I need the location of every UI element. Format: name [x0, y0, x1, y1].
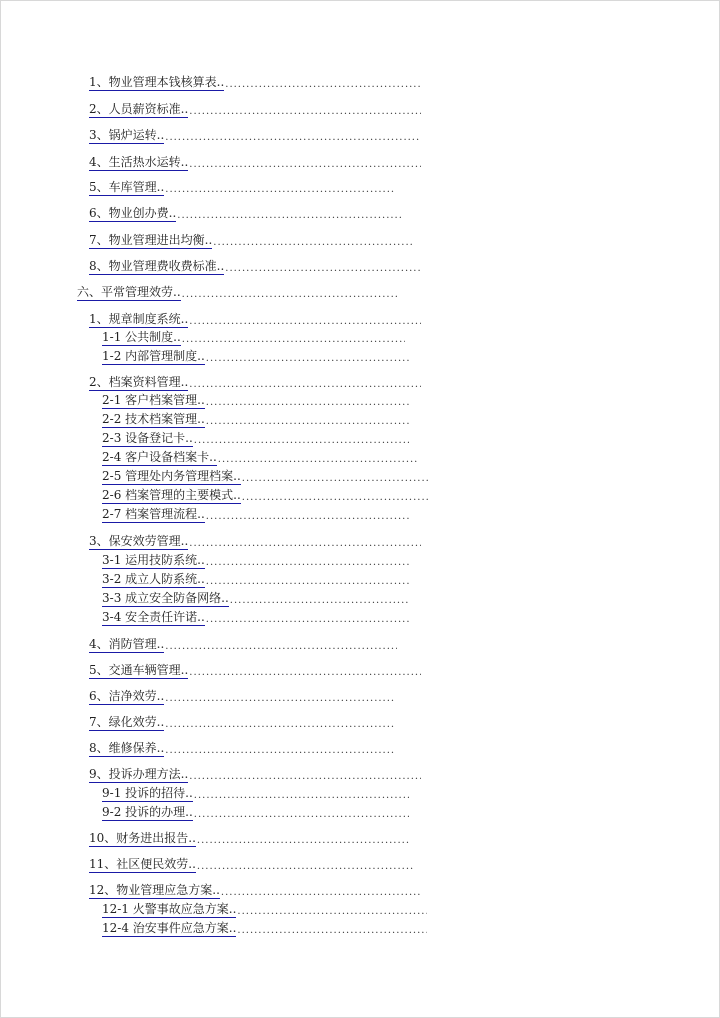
toc-entry[interactable] — [89, 883, 421, 899]
toc-entry[interactable] — [102, 349, 409, 365]
toc-entry-link[interactable]: 3、保安效劳管理.. — [89, 534, 189, 548]
toc-entry-link[interactable]: 7、绿化效劳.. — [89, 715, 165, 729]
toc-leader-dots — [206, 557, 409, 569]
toc-entry-link[interactable]: 2-2 技术档案管理.. — [102, 412, 205, 426]
toc-entry-link[interactable]: 1-1 公共制度.. — [102, 330, 181, 344]
toc-entry-link[interactable]: 2-7 档案管理流程.. — [102, 507, 205, 521]
toc-leader-dots — [165, 184, 396, 196]
toc-leader-dots — [189, 106, 421, 118]
toc-entry[interactable] — [89, 534, 421, 550]
toc-leader-dots — [165, 132, 421, 144]
toc-entry-link[interactable]: 1、物业管理本钱核算表.. — [89, 75, 225, 89]
toc-leader-dots — [189, 316, 421, 328]
toc-entry[interactable] — [89, 259, 421, 275]
toc-entry[interactable] — [89, 206, 403, 222]
toc-entry-link[interactable]: 3-1 运用技防系统.. — [102, 553, 205, 567]
toc-entry-link[interactable]: 6、洁净效劳.. — [89, 689, 165, 703]
toc-entry-link[interactable]: 5、车库管理.. — [89, 180, 165, 194]
toc-entry[interactable] — [89, 689, 396, 705]
toc-leader-dots — [230, 595, 409, 607]
toc-entry-link[interactable]: 2-3 设备登记卡.. — [102, 431, 193, 445]
toc-entry[interactable] — [89, 375, 421, 391]
toc-leader-dots — [197, 861, 413, 873]
toc-entry-link[interactable]: 六、平常管理效劳.. — [77, 285, 181, 299]
toc-leader-dots — [189, 379, 421, 391]
toc-entry-link[interactable]: 11、社区便民效劳.. — [89, 857, 196, 871]
toc-leader-dots — [237, 906, 427, 918]
toc-entry-link[interactable]: 2、人员薪资标准.. — [89, 102, 189, 116]
toc-entry-link[interactable]: 12、物业管理应急方案.. — [89, 883, 220, 897]
toc-entry[interactable] — [102, 610, 409, 626]
toc-leader-dots — [218, 454, 417, 466]
toc-entry-link[interactable]: 2-5 管理处内务管理档案.. — [102, 469, 241, 483]
toc-entry[interactable] — [102, 805, 409, 821]
toc-leader-dots — [189, 667, 421, 679]
toc-leader-dots — [165, 641, 397, 653]
toc-leader-dots — [206, 416, 409, 428]
toc-entry-link[interactable]: 2、档案资料管理.. — [89, 375, 189, 389]
toc-entry[interactable] — [89, 155, 421, 171]
toc-entry[interactable] — [102, 412, 409, 428]
toc-leader-dots — [194, 790, 409, 802]
toc-leader-dots — [177, 210, 403, 222]
toc-entry-link[interactable]: 8、维修保养.. — [89, 741, 165, 755]
toc-entry-link[interactable]: 9、投诉办理方法.. — [89, 767, 189, 781]
toc-entry-link[interactable]: 12-4 治安事件应急方案.. — [102, 921, 237, 935]
toc-entry[interactable] — [89, 663, 421, 679]
toc-entry[interactable] — [89, 767, 421, 783]
toc-entry-link[interactable]: 5、交通车辆管理.. — [89, 663, 189, 677]
toc-entry-link[interactable]: 10、财务进出报告.. — [89, 831, 196, 845]
toc-entry-link[interactable]: 12-1 火警事故应急方案.. — [102, 902, 237, 916]
toc-leader-dots — [206, 576, 409, 588]
toc-leader-dots — [242, 473, 429, 485]
toc-leader-dots — [242, 492, 429, 504]
toc-entry-link[interactable]: 3-2 成立人防系统.. — [102, 572, 205, 586]
toc-entry[interactable] — [102, 431, 409, 447]
toc-entry-link[interactable]: 6、物业创办费.. — [89, 206, 177, 220]
toc-leader-dots — [206, 614, 409, 626]
toc-entry[interactable] — [89, 102, 421, 118]
toc-leader-dots — [206, 353, 409, 365]
toc-entry[interactable] — [102, 507, 409, 523]
toc-entry[interactable] — [102, 921, 427, 937]
toc-entry[interactable] — [102, 330, 405, 346]
toc-entry-link[interactable]: 4、消防管理.. — [89, 637, 165, 651]
toc-leader-dots — [165, 745, 396, 757]
toc-leader-dots — [221, 887, 421, 899]
toc-leader-dots — [225, 79, 421, 91]
toc-leader-dots — [182, 289, 397, 301]
toc-entry[interactable] — [102, 469, 429, 485]
toc-entry[interactable] — [102, 591, 409, 607]
toc-leader-dots — [194, 435, 409, 447]
toc-entry[interactable] — [89, 128, 421, 144]
toc-entry[interactable] — [89, 180, 396, 196]
toc-entry[interactable] — [89, 857, 413, 873]
toc-entry-link[interactable]: 9-2 投诉的办理.. — [102, 805, 193, 819]
toc-entry[interactable] — [89, 312, 421, 328]
toc-entry[interactable] — [89, 831, 409, 847]
toc-entry-link[interactable]: 3-4 安全责任许诺.. — [102, 610, 205, 624]
toc-leader-dots — [189, 771, 421, 783]
toc-entry[interactable] — [102, 572, 409, 588]
toc-leader-dots — [165, 693, 396, 705]
toc-entry-link[interactable]: 2-4 客户设备档案卡.. — [102, 450, 217, 464]
toc-entry-link[interactable]: 2-6 档案管理的主要模式.. — [102, 488, 241, 502]
toc-entry-link[interactable]: 3、锅炉运转.. — [89, 128, 165, 142]
toc-entry[interactable] — [89, 637, 397, 653]
toc-leader-dots — [189, 538, 421, 550]
toc-leader-dots — [189, 159, 421, 171]
toc-leader-dots — [165, 719, 396, 731]
toc-entry-link[interactable]: 7、物业管理进出均衡.. — [89, 233, 213, 247]
toc-entry[interactable] — [102, 393, 409, 409]
toc-entry-link[interactable]: 9-1 投诉的招待.. — [102, 786, 193, 800]
toc-entry[interactable] — [89, 715, 396, 731]
toc-entry[interactable] — [89, 75, 421, 91]
toc-leader-dots — [206, 397, 409, 409]
toc-leader-dots — [194, 809, 409, 821]
toc-entry-link[interactable]: 2-1 客户档案管理.. — [102, 393, 205, 407]
toc-entry-link[interactable]: 1-2 内部管理制度.. — [102, 349, 205, 363]
toc-leader-dots — [213, 237, 413, 249]
toc-entry[interactable] — [102, 553, 409, 569]
toc-entry-link[interactable]: 4、生活热水运转.. — [89, 155, 189, 169]
toc-leader-dots — [182, 334, 405, 346]
toc-leader-dots — [206, 511, 409, 523]
toc-leader-dots — [237, 925, 427, 937]
toc-entry[interactable] — [102, 902, 427, 918]
toc-entry[interactable] — [102, 488, 429, 504]
toc-entry[interactable] — [89, 741, 396, 757]
toc-entry-link[interactable]: 3-3 成立安全防备网络.. — [102, 591, 229, 605]
toc-entry[interactable] — [102, 450, 417, 466]
toc-entry[interactable] — [89, 233, 413, 249]
toc-leader-dots — [197, 835, 409, 847]
toc-entry[interactable] — [77, 285, 397, 301]
toc-entry-link[interactable]: 1、规章制度系统.. — [89, 312, 189, 326]
toc-entry-link[interactable]: 8、物业管理费收费标准.. — [89, 259, 225, 273]
toc-leader-dots — [225, 263, 421, 275]
toc-entry[interactable] — [102, 786, 409, 802]
